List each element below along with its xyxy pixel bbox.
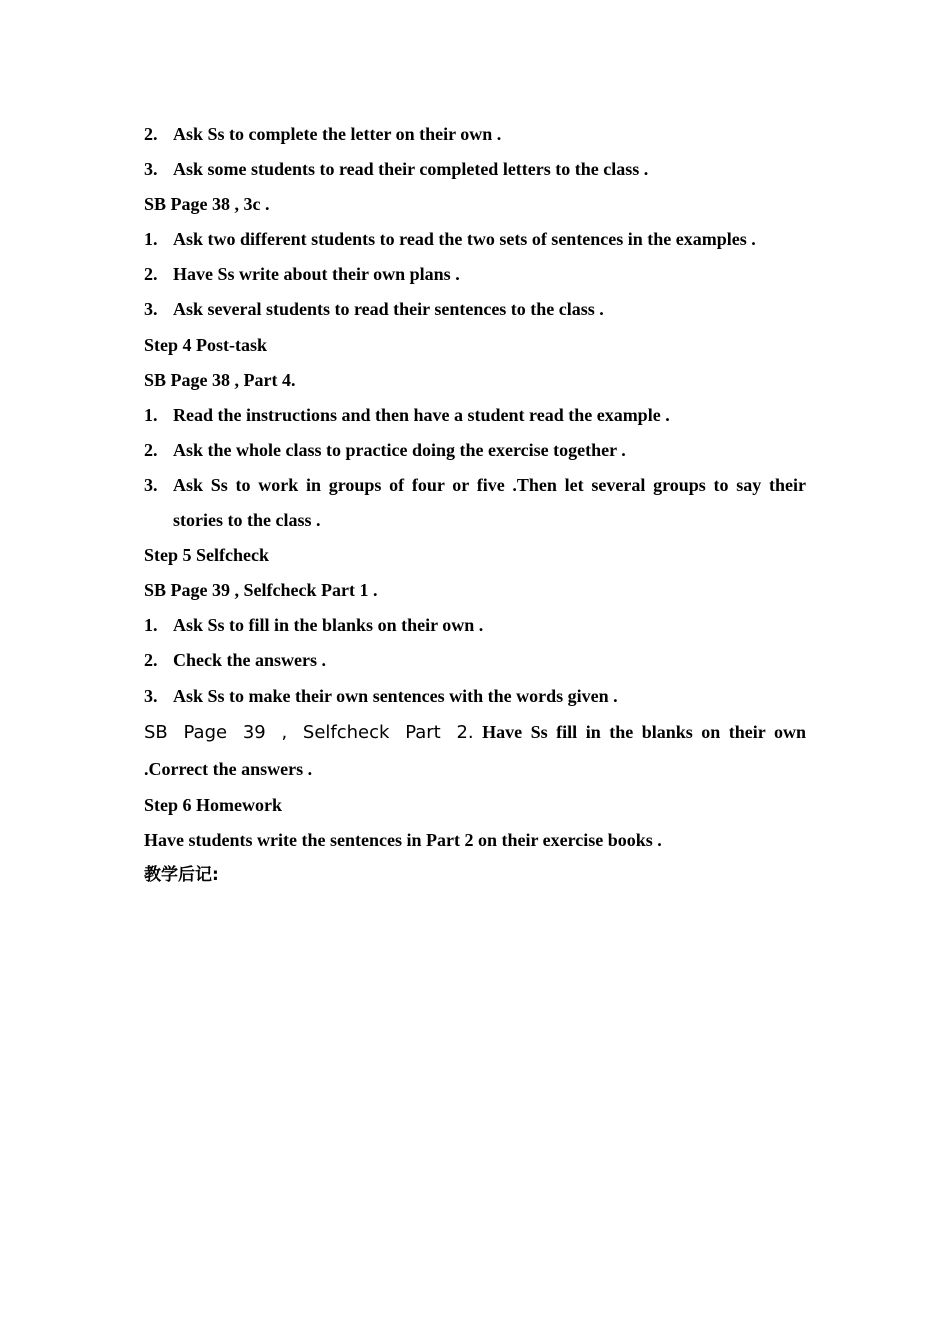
document-page xyxy=(144,117,806,893)
step-heading: Step 5 Selfcheck xyxy=(144,545,269,566)
list-item xyxy=(144,468,806,538)
list-item xyxy=(144,292,806,327)
item-number: 1. xyxy=(144,404,158,425)
list-item xyxy=(144,222,806,257)
selfcheck-part2-paragraph xyxy=(144,714,806,788)
list-item xyxy=(144,608,806,643)
section-reference: SB Page 39 , Selfcheck Part 2. xyxy=(144,721,474,743)
item-number: 2. xyxy=(144,264,158,285)
item-text: Have Ss write about their own plans . xyxy=(173,264,460,285)
step-heading: Step 6 Homework xyxy=(144,794,282,815)
list-item xyxy=(144,398,806,433)
list-item xyxy=(144,117,806,152)
item-number: 3. xyxy=(144,299,158,320)
list-item xyxy=(144,679,806,714)
list-item xyxy=(144,643,806,678)
item-text: Check the answers . xyxy=(173,650,326,671)
list-item xyxy=(144,257,806,292)
item-number: 2. xyxy=(144,650,158,671)
item-text: Ask Ss to fill in the blanks on their own . xyxy=(173,615,484,636)
item-text: Ask the whole class to practice doing the exercise together . xyxy=(173,439,626,460)
homework-text: Have students write the sentences in Part 2 on their exercise books . xyxy=(144,829,662,850)
teaching-notes-label: 教学后记: xyxy=(144,864,219,885)
item-text: Ask several students to read their sentences to the class . xyxy=(173,299,604,320)
step-heading: Step 4 Post-task xyxy=(144,334,268,355)
section-reference: SB Page 39 , Selfcheck Part 1 . xyxy=(144,580,378,601)
item-text: Ask Ss to work in groups of four or five .Then let several groups to say their stories to the class . xyxy=(173,474,806,531)
item-number: 2. xyxy=(144,439,158,460)
list-item xyxy=(144,433,806,468)
item-text: Read the instructions and then have a student read the example . xyxy=(173,404,670,425)
item-number: 3. xyxy=(144,474,158,495)
item-text: Ask some students to read their completed letters to the class . xyxy=(173,159,649,180)
section-reference: SB Page 38 , Part 4. xyxy=(144,369,296,390)
item-number: 3. xyxy=(144,685,158,706)
paragraph-text: Have Ss fill in the blanks on their own .Correct the answers . xyxy=(144,721,806,779)
item-text: Ask Ss to make their own sentences with the words given . xyxy=(173,685,618,706)
item-number: 1. xyxy=(144,615,158,636)
item-number: 3. xyxy=(144,159,158,180)
item-number: 2. xyxy=(144,124,158,144)
item-number: 1. xyxy=(144,229,158,250)
section-reference: SB Page 38 , 3c . xyxy=(144,194,270,215)
list-item xyxy=(144,152,806,187)
item-text: Ask Ss to complete the letter on their own . xyxy=(173,124,502,144)
item-text: Ask two different students to read the two sets of sentences in the examples . xyxy=(173,229,756,250)
